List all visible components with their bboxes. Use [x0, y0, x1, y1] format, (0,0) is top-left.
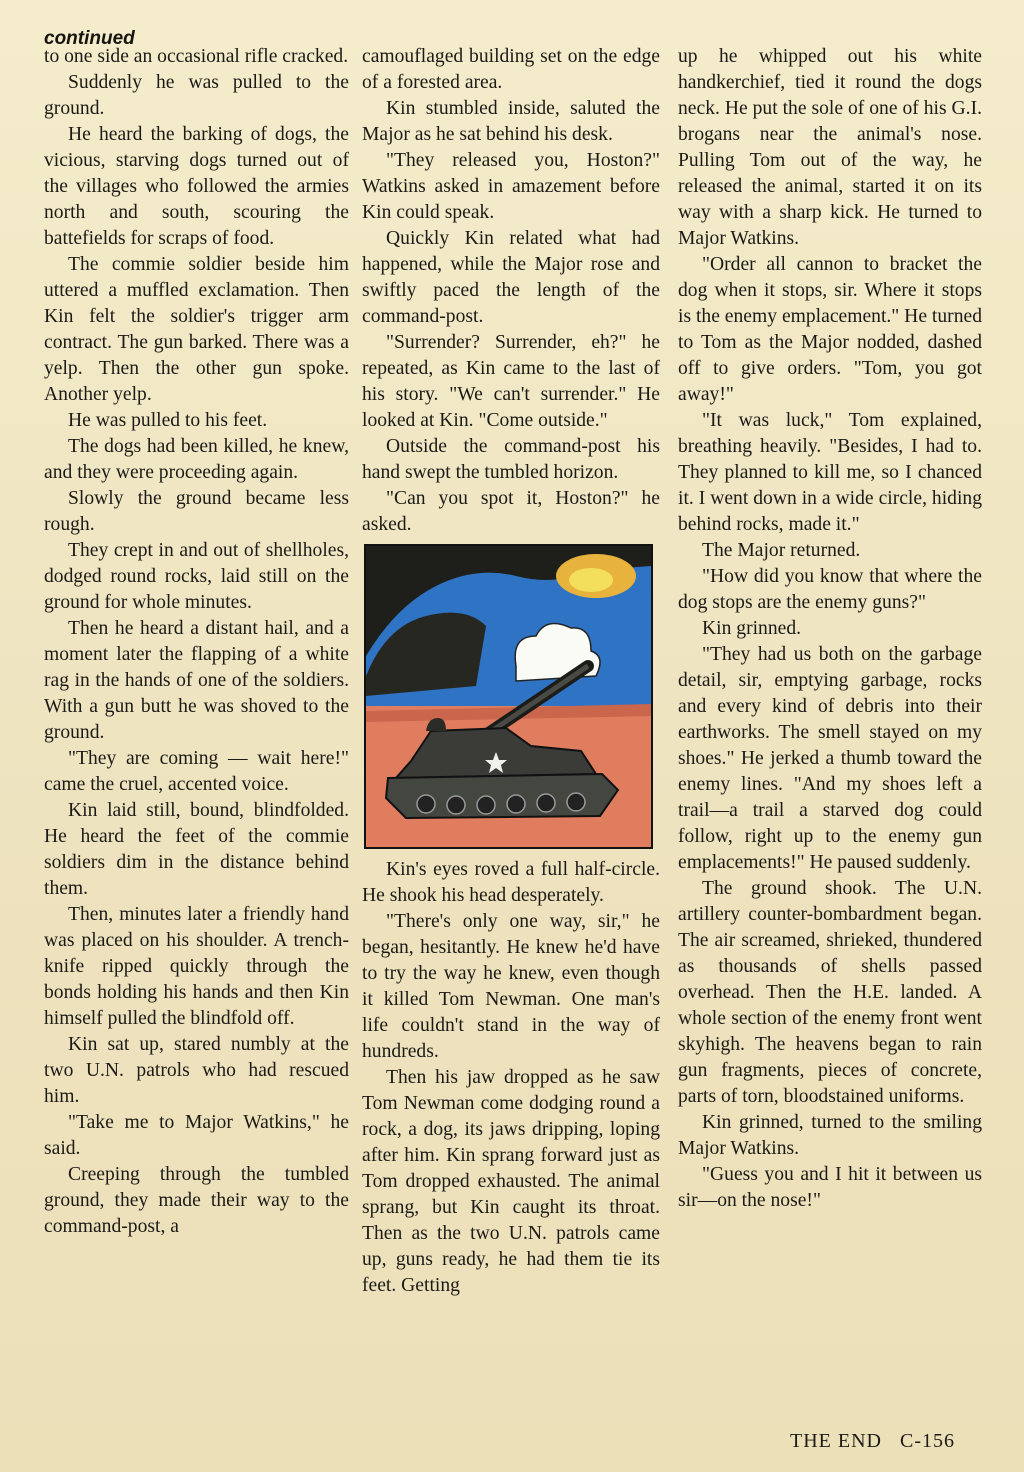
paragraph: camouflaged building set on the edge of a forested area.	[362, 46, 660, 93]
story-footer	[790, 1430, 973, 1453]
the-end-label: THE END	[790, 1430, 882, 1452]
continued-label: continued	[44, 28, 135, 49]
paragraph: Kin stumbled inside, saluted the Major as he sat behind his desk.	[362, 98, 660, 145]
paragraph: "Take me to Major Watkins," he said.	[44, 1112, 349, 1159]
self-propelled-gun-icon	[366, 546, 651, 847]
paragraph: Then, minutes later a friendly hand was placed on his shoulder. A trench-knife ripped quickly through the bonds holding his hands and then Kin himself pulled the blindfold off.	[44, 904, 349, 1029]
paragraph: "Order all cannon to bracket the dog when it stops, sir. Where it stops is the enemy emplacement." He turned to Tom as the Major nodded, dashed off to give orders. "Tom, you got away!"	[678, 254, 982, 405]
paragraph: Kin grinned.	[702, 618, 802, 639]
paragraph: "There's only one way, sir," he began, hesitantly. He knew he'd have to try the way he knew, even though it killed Tom Newman. One man's life couldn't stand in the way of hundreds.	[362, 911, 660, 1062]
paragraph: The dogs had been killed, he knew, and they were proceeding again.	[44, 436, 349, 483]
paragraph: He heard the barking of dogs, the vicious, starving dogs turned out of the villages who followed the armies north and south, scouring the battefields for scraps of food.	[44, 124, 349, 249]
paragraph: up he whipped out his white handkerchief, tied it round the dogs neck. He put the sole of one of his G.I. brogans near the animal's nose. Pulling Tom out of the way, he released the animal, started it on its way with a sharp kick. He turned to Major Watkins.	[678, 46, 982, 249]
paragraph: Kin's eyes roved a full half-circle. He shook his head desperately.	[362, 859, 660, 906]
paragraph: Slowly the ground became less rough.	[44, 488, 349, 535]
paragraph: The Major returned.	[702, 540, 861, 561]
paragraph: "Can you spot it, Hoston?" he asked.	[362, 488, 660, 535]
text-column-2	[362, 44, 660, 1454]
paragraph: "They released you, Hoston?" Watkins asked in amazement before Kin could speak.	[362, 150, 660, 223]
paragraph: He was pulled to his feet.	[68, 410, 268, 431]
paragraph: Kin grinned, turned to the smiling Major Watkins.	[678, 1112, 982, 1159]
paragraph: Kin sat up, stared numbly at the two U.N. patrols who had rescued him.	[44, 1034, 349, 1107]
paragraph: "How did you know that where the dog stops are the enemy guns?"	[678, 566, 982, 613]
paragraph: "They are coming — wait here!" came the cruel, accented voice.	[44, 748, 349, 795]
paragraph: Suddenly he was pulled to the ground.	[44, 72, 349, 119]
paragraph: Then he heard a distant hail, and a moment later the flapping of a white rag in the hands of one of the soldiers. With a gun butt he was shoved to the ground.	[44, 618, 349, 743]
paragraph: to one side an occasional rifle cracked.	[44, 46, 349, 67]
paragraph: Then his jaw dropped as he saw Tom Newman come dodging round a rock, a dog, its jaws dripping, loping after him. Kin sprang forward just as Tom dropped exhausted. The animal sprang, but Kin caught its throat. Then as the two U.N. patrols came up, guns ready, he had them tie its feet. Getting	[362, 1067, 660, 1296]
artillery-illustration	[364, 544, 653, 849]
paragraph: "They had us both on the garbage detail, sir, emptying garbage, rocks and every kind of debris into their earthworks. The smell stayed on my shoes." He jerked a thumb toward the enemy lines. "And my shoes left a trail—a trail a starved dog could follow, right up to the enemy gun emplacements!" He paused suddenly.	[678, 644, 982, 873]
paragraph: Quickly Kin related what had happened, while the Major rose and swiftly paced the length of the command-post.	[362, 228, 660, 327]
paragraph: Outside the command-post his hand swept the tumbled horizon.	[362, 436, 660, 483]
paragraph: Creeping through the tumbled ground, they made their way to the command-post, a	[44, 1164, 349, 1237]
text-column-3	[678, 44, 982, 1439]
paragraph: Kin laid still, bound, blindfolded. He heard the feet of the commie soldiers dim in the distance behind them.	[44, 800, 349, 899]
paragraph: "Guess you and I hit it between us sir—on the nose!"	[678, 1164, 982, 1211]
page-code: C-156	[899, 1430, 955, 1452]
paragraph: "It was luck," Tom explained, breathing heavily. "Besides, I had to. They planned to kill me, so I chanced it. I went down in a wide circle, hiding behind rocks, made it."	[678, 410, 982, 535]
paragraph: The commie soldier beside him uttered a muffled exclamation. Then Kin felt the soldier's trigger arm contract. The gun barked. There was a yelp. Then the other gun spoke. Another yelp.	[44, 254, 349, 405]
paragraph: The ground shook. The U.N. artillery counter-bombardment began. The air screamed, shrieked, thundered as thousands of shells passed overhead. Then the H.E. landed. A whole section of the enemy front went skyhigh. The heavens began to rain gun fragments, pieces of concrete, parts of torn, bloodstained uniforms.	[678, 878, 982, 1107]
paragraph: They crept in and out of shellholes, dodged round rocks, laid still on the ground for whole minutes.	[44, 540, 349, 613]
text-column-1	[44, 44, 349, 1454]
paragraph: "Surrender? Surrender, eh?" he repeated, as Kin came to the last of his story. "We can't surrender." He looked at Kin. "Come outside."	[362, 332, 660, 431]
